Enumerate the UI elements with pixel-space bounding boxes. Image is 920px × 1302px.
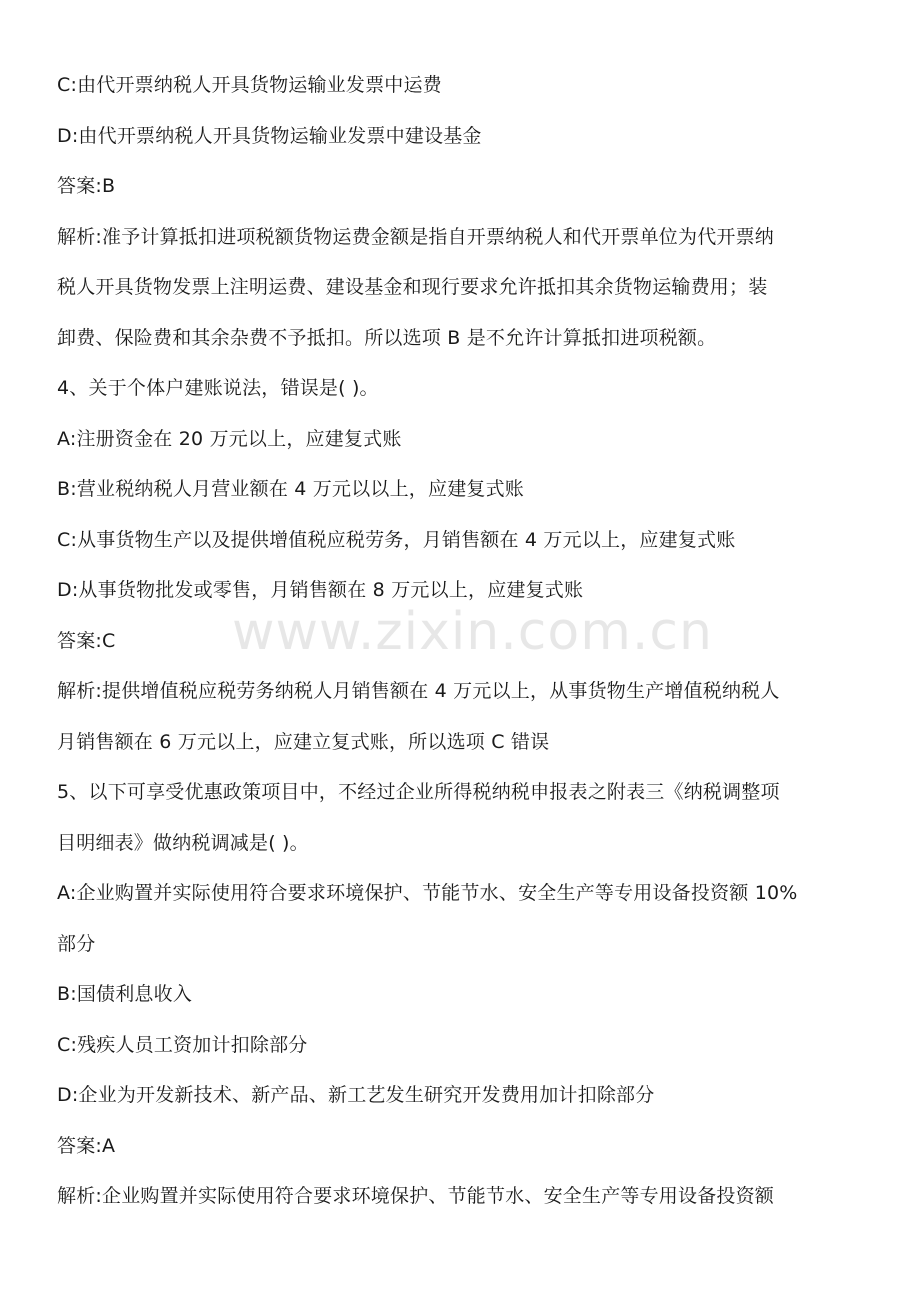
analysis-q3-line-1: 解析:准予计算抵扣进项税额货物运费金额是指自开票纳税人和代开票单位为代开票纳 <box>57 225 775 248</box>
option-d-prev: D:由代开票纳税人开具货物运输业发票中建设基金 <box>57 124 482 147</box>
question-5-line-1: 5、以下可享受优惠政策项目中，不经过企业所得税纳税申报表之附表三《纳税调整项 <box>57 781 780 803</box>
q4-option-b: B:营业税纳税人月营业额在 4 万元以以上，应建复式账 <box>57 478 525 500</box>
answer-q4: 答案:C <box>57 629 116 652</box>
q5-option-d: D:企业为开发新技术、新产品、新工艺发生研究开发费用加计扣除部分 <box>57 1084 655 1106</box>
answer-q5: 答案:A <box>57 1134 116 1157</box>
q4-option-a: A:注册资金在 20 万元以上，应建复式账 <box>57 427 402 450</box>
analysis-q5-line-1: 解析:企业购置并实际使用符合要求环境保护、节能节水、安全生产等专用设备投资额 <box>57 1185 775 1207</box>
q5-option-a-line-1: A:企业购置并实际使用符合要求环境保护、节能节水、安全生产等专用设备投资额 10% <box>57 882 798 904</box>
question-5-line-2: 目明细表》做纳税调减是( )。 <box>57 831 309 854</box>
document-body <box>57 60 869 1222</box>
q5-option-b: B:国债利息收入 <box>57 983 193 1005</box>
analysis-q4-line-1: 解析:提供增值税应税劳务纳税人月销售额在 4 万元以上，从事货物生产增值税纳税人 <box>57 680 780 702</box>
option-c-prev: C:由代开票纳税人开具货物运输业发票中运费 <box>57 74 442 96</box>
q4-option-d: D:从事货物批发或零售，月销售额在 8 万元以上，应建复式账 <box>57 579 584 601</box>
analysis-q3-line-3: 卸费、保险费和其余杂费不予抵扣。所以选项 B 是不允许计算抵扣进项税额。 <box>57 326 717 349</box>
analysis-q3-line-2: 税人开具货物发票上注明运费、建设基金和现行要求允许抵扣其余货物运输费用；装 <box>57 276 768 298</box>
q4-option-c: C:从事货物生产以及提供增值税应税劳务，月销售额在 4 万元以上，应建复式账 <box>57 528 736 551</box>
watermark: www.zixin.com.cn <box>232 602 713 662</box>
q5-option-a-line-2: 部分 <box>57 932 96 955</box>
answer-q3: 答案:B <box>57 175 116 197</box>
q5-option-c: C:残疾人员工资加计扣除部分 <box>57 1033 308 1056</box>
analysis-q4-line-2: 月销售额在 6 万元以上，应建立复式账，所以选项 C 错误 <box>57 730 550 753</box>
question-4: 4、关于个体户建账说法，错误是( )。 <box>57 377 379 399</box>
